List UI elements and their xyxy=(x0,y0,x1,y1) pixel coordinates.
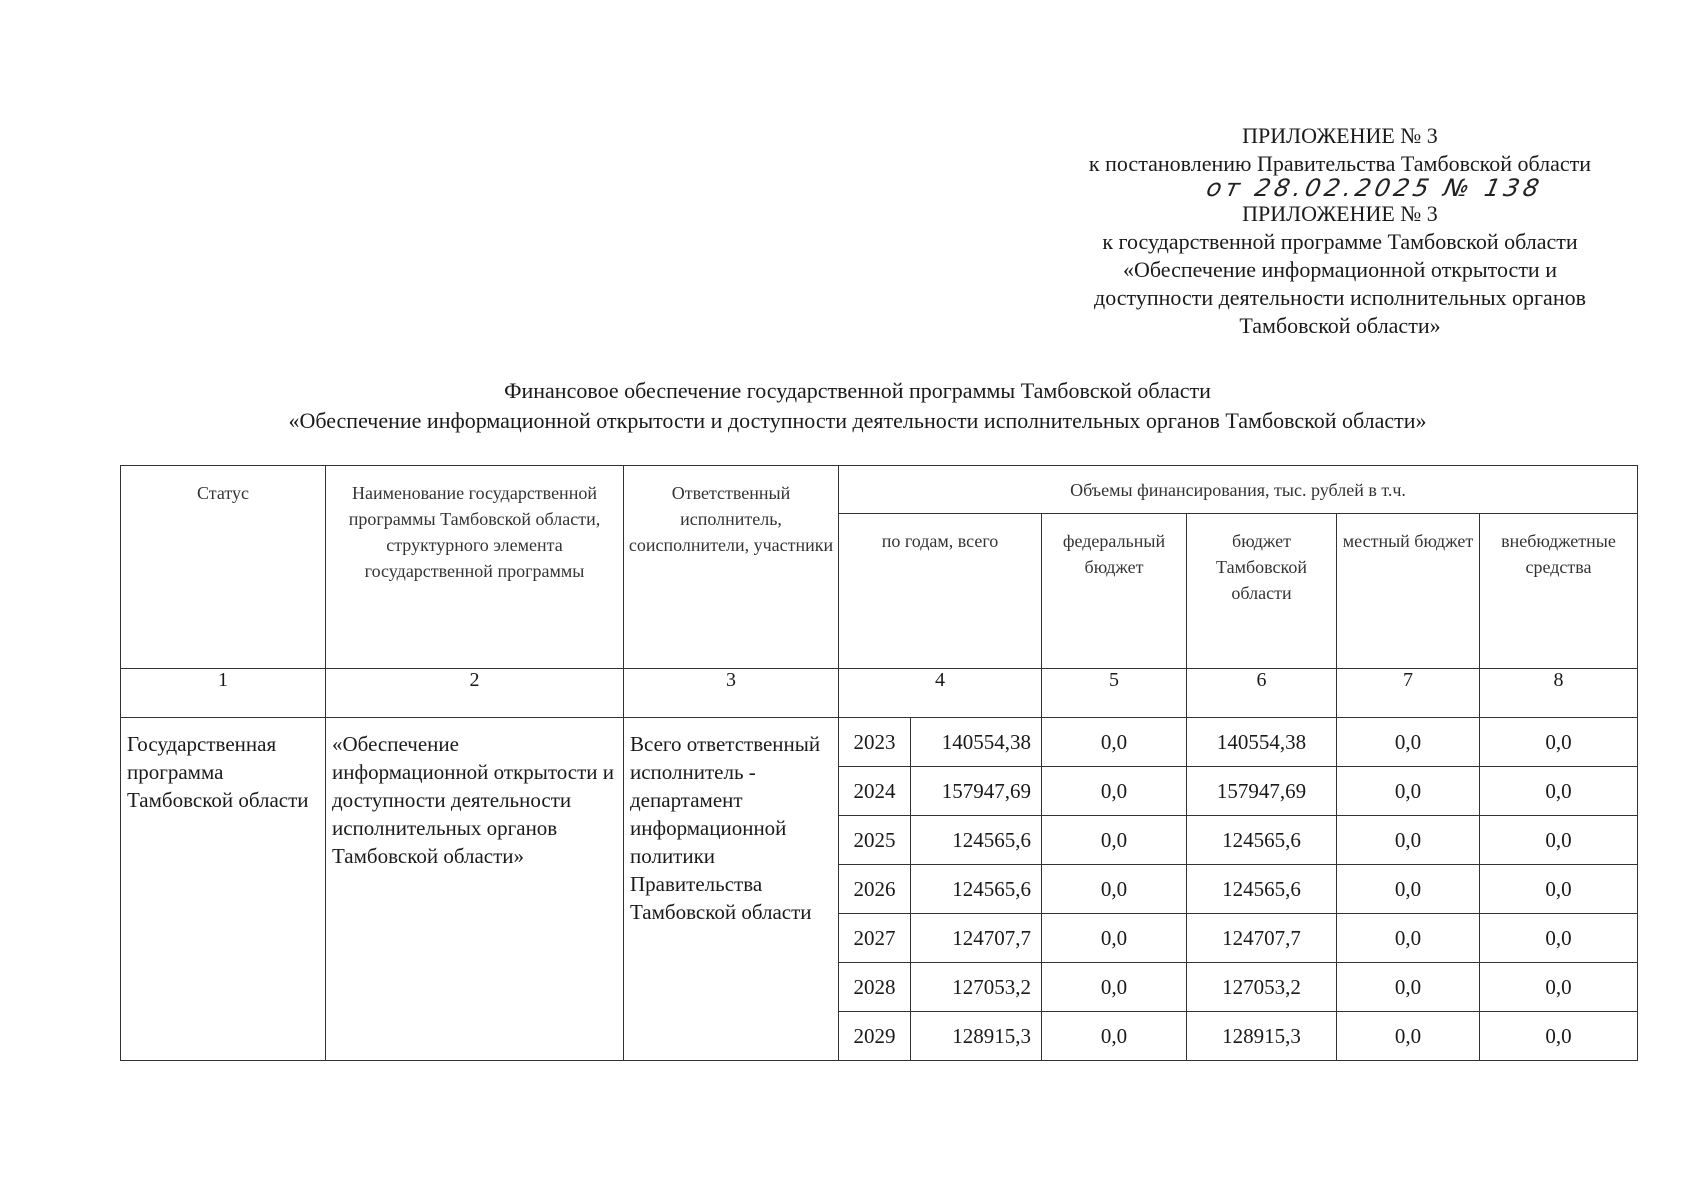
appendix-program-line: к государственной программе Тамбовской области xyxy=(1102,229,1578,254)
appendix-block xyxy=(1040,122,1640,340)
column-number: 1 xyxy=(121,669,326,718)
federal-cell: 0,0 xyxy=(1042,767,1187,816)
column-number: 4 xyxy=(839,669,1042,718)
regional-cell: 124707,7 xyxy=(1187,914,1337,963)
title-line: «Обеспечение информационной открытости и доступности деятельности исполнительных органов Тамбовской области» xyxy=(288,408,1427,433)
federal-cell: 0,0 xyxy=(1042,816,1187,865)
federal-cell: 0,0 xyxy=(1042,865,1187,914)
year-cell: 2028 xyxy=(839,963,911,1012)
year-cell: 2023 xyxy=(839,718,911,767)
regional-cell: 127053,2 xyxy=(1187,963,1337,1012)
extra-cell: 0,0 xyxy=(1480,1012,1638,1061)
column-number: 3 xyxy=(624,669,839,718)
appendix-program-line: «Обеспечение информационной открытости и xyxy=(1123,257,1557,282)
regional-cell: 124565,6 xyxy=(1187,865,1337,914)
regional-cell: 140554,38 xyxy=(1187,718,1337,767)
title-line: Финансовое обеспечение государственной программы Тамбовской области xyxy=(504,378,1211,403)
total-cell: 124565,6 xyxy=(911,865,1042,914)
year-cell: 2025 xyxy=(839,816,911,865)
local-cell: 0,0 xyxy=(1337,963,1480,1012)
column-number: 5 xyxy=(1042,669,1187,718)
header-funding: Объемы финансирования, тыс. рублей в т.ч. xyxy=(839,466,1638,514)
total-cell: 124707,7 xyxy=(911,914,1042,963)
total-cell: 140554,38 xyxy=(911,718,1042,767)
extra-cell: 0,0 xyxy=(1480,963,1638,1012)
financing-table xyxy=(120,465,1638,1061)
header-regional: бюджет Тамбовской области xyxy=(1187,514,1337,669)
extra-cell: 0,0 xyxy=(1480,718,1638,767)
year-cell: 2024 xyxy=(839,767,911,816)
status-cell: Государственная программа Тамбовской области xyxy=(121,718,326,1061)
regional-cell: 157947,69 xyxy=(1187,767,1337,816)
total-cell: 124565,6 xyxy=(911,816,1042,865)
header-local: местный бюджет xyxy=(1337,514,1480,669)
year-cell: 2029 xyxy=(839,1012,911,1061)
column-number-row xyxy=(121,669,1638,718)
total-cell: 157947,69 xyxy=(911,767,1042,816)
local-cell: 0,0 xyxy=(1337,865,1480,914)
federal-cell: 0,0 xyxy=(1042,1012,1187,1061)
local-cell: 0,0 xyxy=(1337,914,1480,963)
handwritten-date-number: от 28.02.2025 № 138 xyxy=(1203,174,1546,202)
regional-cell: 128915,3 xyxy=(1187,1012,1337,1061)
appendix-program-line: Тамбовской области» xyxy=(1239,313,1441,338)
appendix-heading-2: ПРИЛОЖЕНИЕ № 3 xyxy=(1242,201,1438,226)
federal-cell: 0,0 xyxy=(1042,718,1187,767)
header-federal: федеральный бюджет xyxy=(1042,514,1187,669)
column-number: 8 xyxy=(1480,669,1638,718)
year-cell: 2027 xyxy=(839,914,911,963)
local-cell: 0,0 xyxy=(1337,718,1480,767)
document-title xyxy=(120,376,1595,436)
program-name-cell: «Обеспечение информационной открытости и доступности деятельности исполнительных органов Тамбовской области» xyxy=(326,718,624,1061)
local-cell: 0,0 xyxy=(1337,767,1480,816)
column-number: 7 xyxy=(1337,669,1480,718)
extra-cell: 0,0 xyxy=(1480,816,1638,865)
year-cell: 2026 xyxy=(839,865,911,914)
extra-cell: 0,0 xyxy=(1480,865,1638,914)
local-cell: 0,0 xyxy=(1337,1012,1480,1061)
extra-cell: 0,0 xyxy=(1480,914,1638,963)
federal-cell: 0,0 xyxy=(1042,914,1187,963)
header-extra: внебюджетные средства xyxy=(1480,514,1638,669)
regional-cell: 124565,6 xyxy=(1187,816,1337,865)
header-status: Статус xyxy=(121,466,326,669)
appendix-program-line: доступности деятельности исполнительных органов xyxy=(1094,285,1586,310)
header-by-years: по годам, всего xyxy=(839,514,1042,669)
appendix-resolution-ref: к постановлению Правительства Тамбовской области xyxy=(1088,151,1592,176)
header-executor: Ответственный исполнитель, соисполнители, участники xyxy=(624,466,839,669)
appendix-heading: ПРИЛОЖЕНИЕ № 3 xyxy=(1242,123,1438,148)
total-cell: 127053,2 xyxy=(911,963,1042,1012)
column-number: 6 xyxy=(1187,669,1337,718)
extra-cell: 0,0 xyxy=(1480,767,1638,816)
executor-cell: Всего ответственный исполнитель - департамент информационной политики Правительства Тамбовской области xyxy=(624,718,839,1061)
total-cell: 128915,3 xyxy=(911,1012,1042,1061)
federal-cell: 0,0 xyxy=(1042,963,1187,1012)
header-name: Наименование государственной программы Тамбовской области, структурного элемента государственной программы xyxy=(326,466,624,669)
table-row xyxy=(121,718,1638,767)
column-number: 2 xyxy=(326,669,624,718)
local-cell: 0,0 xyxy=(1337,816,1480,865)
